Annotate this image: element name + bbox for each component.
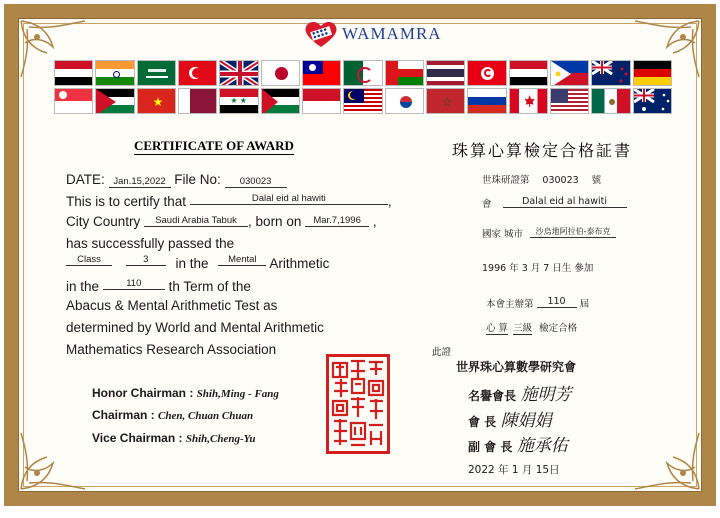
cn-cert-label: 世珠研證第 [482,175,530,186]
term-line [66,279,251,295]
uk-flag-icon [219,60,258,86]
cn-vice-signature: 施承佑 [516,436,568,456]
philippines-flag-icon [550,60,589,86]
syria-flag-icon: ★ ★ [219,88,258,114]
flag-strip [54,60,672,116]
class-line [66,256,329,272]
algeria-flag-icon [343,60,382,86]
australia-flag-icon [633,88,672,114]
chairman-label: Chairman : [92,408,155,422]
cn-cert-number: 030023 [542,175,579,186]
class-label: Class [66,255,112,266]
in-the-text: in the [175,256,209,271]
flag-row [54,60,672,86]
cn-honor-chairman [468,380,571,405]
cn-organization: 世界珠心算數學研究會 [456,360,577,374]
body-line-3: Mathematics Research Association [66,342,277,357]
qatar-flag-icon [178,88,217,114]
cn-exam-line [486,320,577,335]
russia-flag-icon [467,88,506,114]
cn-vice-chairman [468,431,568,456]
cn-session-line [486,296,589,311]
cn-session-number: 110 [537,297,577,308]
singapore-flag-icon [54,88,93,114]
red-seal-stamp [326,354,390,454]
file-label: File No: [174,172,221,187]
morocco-flag-icon: ☆ [426,88,465,114]
date-line [66,172,287,188]
turkey-flag-icon [178,60,217,86]
cn-birth-line: 1996 年 3 月 7 日生 參加 [482,263,594,274]
certify-text: This is to certify that [66,194,187,209]
heart-abacus-icon [304,20,338,48]
chairman-signature: Chen, Chuan Chuan [158,410,254,422]
mental-label: Mental [218,255,266,266]
recipient-name: Dalal eid al hawiti [190,194,388,205]
term-number: 110 [103,279,165,290]
vice-chairman-label: Vice Chairman : [92,431,183,445]
term-text: th Term of the [168,279,251,294]
japan-flag-icon [261,60,300,86]
certificate-frame [4,4,716,506]
logo-text: WAMAMRA [342,24,442,43]
vietnam-flag-icon: ★ [137,88,176,114]
wamamra-logo [304,20,442,48]
cn-hao: 號 [591,175,602,186]
file-number: 030023 [225,177,287,188]
chinese-title: 珠算心算檢定合格証書 [452,141,633,160]
cn-honor-signature: 施明芳 [520,385,572,405]
yemen-flag-icon [509,60,548,86]
jordan-flag-icon [95,88,134,114]
date-value: Jan.15,2022 [109,177,171,188]
comma: , [387,194,392,209]
vice-chairman-signature: Shih,Cheng-Yu [185,433,256,445]
tunisia-flag-icon [467,60,506,86]
cn-session-label: 本會主辦第 [486,299,534,310]
cn-name-line [482,196,627,211]
flag-row [54,88,672,114]
cn-cert-number-line [482,172,601,186]
united-states-flag-icon [550,88,589,114]
honor-chairman-signature: Shih,Ming - Fang [196,388,279,400]
city-label: City Country [66,214,141,229]
cn-issue-date: 2022 年 1 月 15日 [468,464,560,476]
class-number: 3 [126,255,166,266]
born-label: , born on [248,214,302,229]
palestine-flag-icon [261,88,300,114]
cn-session-suffix: 屆 [579,299,590,310]
chairman [92,408,253,422]
india-flag-icon [95,60,134,86]
germany-flag-icon [633,60,672,86]
cn-chair-title: 會 長 [468,415,497,429]
birth-date: Mar.7,1996 [305,216,369,227]
cn-chairman [468,406,552,431]
cn-city: 沙烏地阿拉伯-泰布克 [530,227,616,238]
indonesia-flag-icon [302,88,341,114]
cn-exam-suffix: 檢定合格 [539,323,578,334]
english-title: CERTIFICATE OF AWARD [134,138,294,153]
cn-recipient-name: Dalal eid al hawiti [503,197,627,208]
cn-vice-title: 副 會 長 [468,440,513,454]
body-line-1: Abacus & Mental Arithmetic Test as [66,298,278,313]
honor-chairman [92,386,279,400]
cn-exam-prefix: 心 算 [486,320,508,335]
cn-proof: 此證 [432,347,452,358]
comma: , [372,214,377,229]
certify-line [66,194,392,210]
city-value: Saudi Arabia Tabuk [144,216,248,227]
south-korea-flag-icon [385,88,424,114]
honor-chairman-label: Honor Chairman : [92,386,194,400]
saudi-arabia-flag-icon [137,60,176,86]
malaysia-flag-icon [343,88,382,114]
egypt-flag-icon [54,60,93,86]
cn-city-line [482,226,616,241]
date-label: DATE: [66,172,105,187]
in-the-text: in the [66,279,100,294]
city-line [66,214,377,230]
taiwan-flag-icon [302,60,341,86]
cn-grade: 三級 [513,320,532,335]
new-zealand-flag-icon [591,60,630,86]
cn-chair-signature: 陳娟娟 [500,411,552,431]
corner-ornament [631,431,701,491]
cn-name-prefix: 會 [482,199,492,210]
mexico-flag-icon [591,88,630,114]
cn-country-label: 國家 城市 [482,229,524,240]
body-line-2: determined by World and Mental Arithmetic [66,320,324,335]
arithmetic-text: Arithmetic [269,256,330,271]
oman-flag-icon [385,60,424,86]
canada-flag-icon [509,88,548,114]
thailand-flag-icon [426,60,465,86]
passed-line: has successfully passed the [66,236,235,251]
corner-ornament [19,431,89,491]
cn-honor-title: 名譽會長 [468,389,517,403]
vice-chairman [92,431,255,445]
